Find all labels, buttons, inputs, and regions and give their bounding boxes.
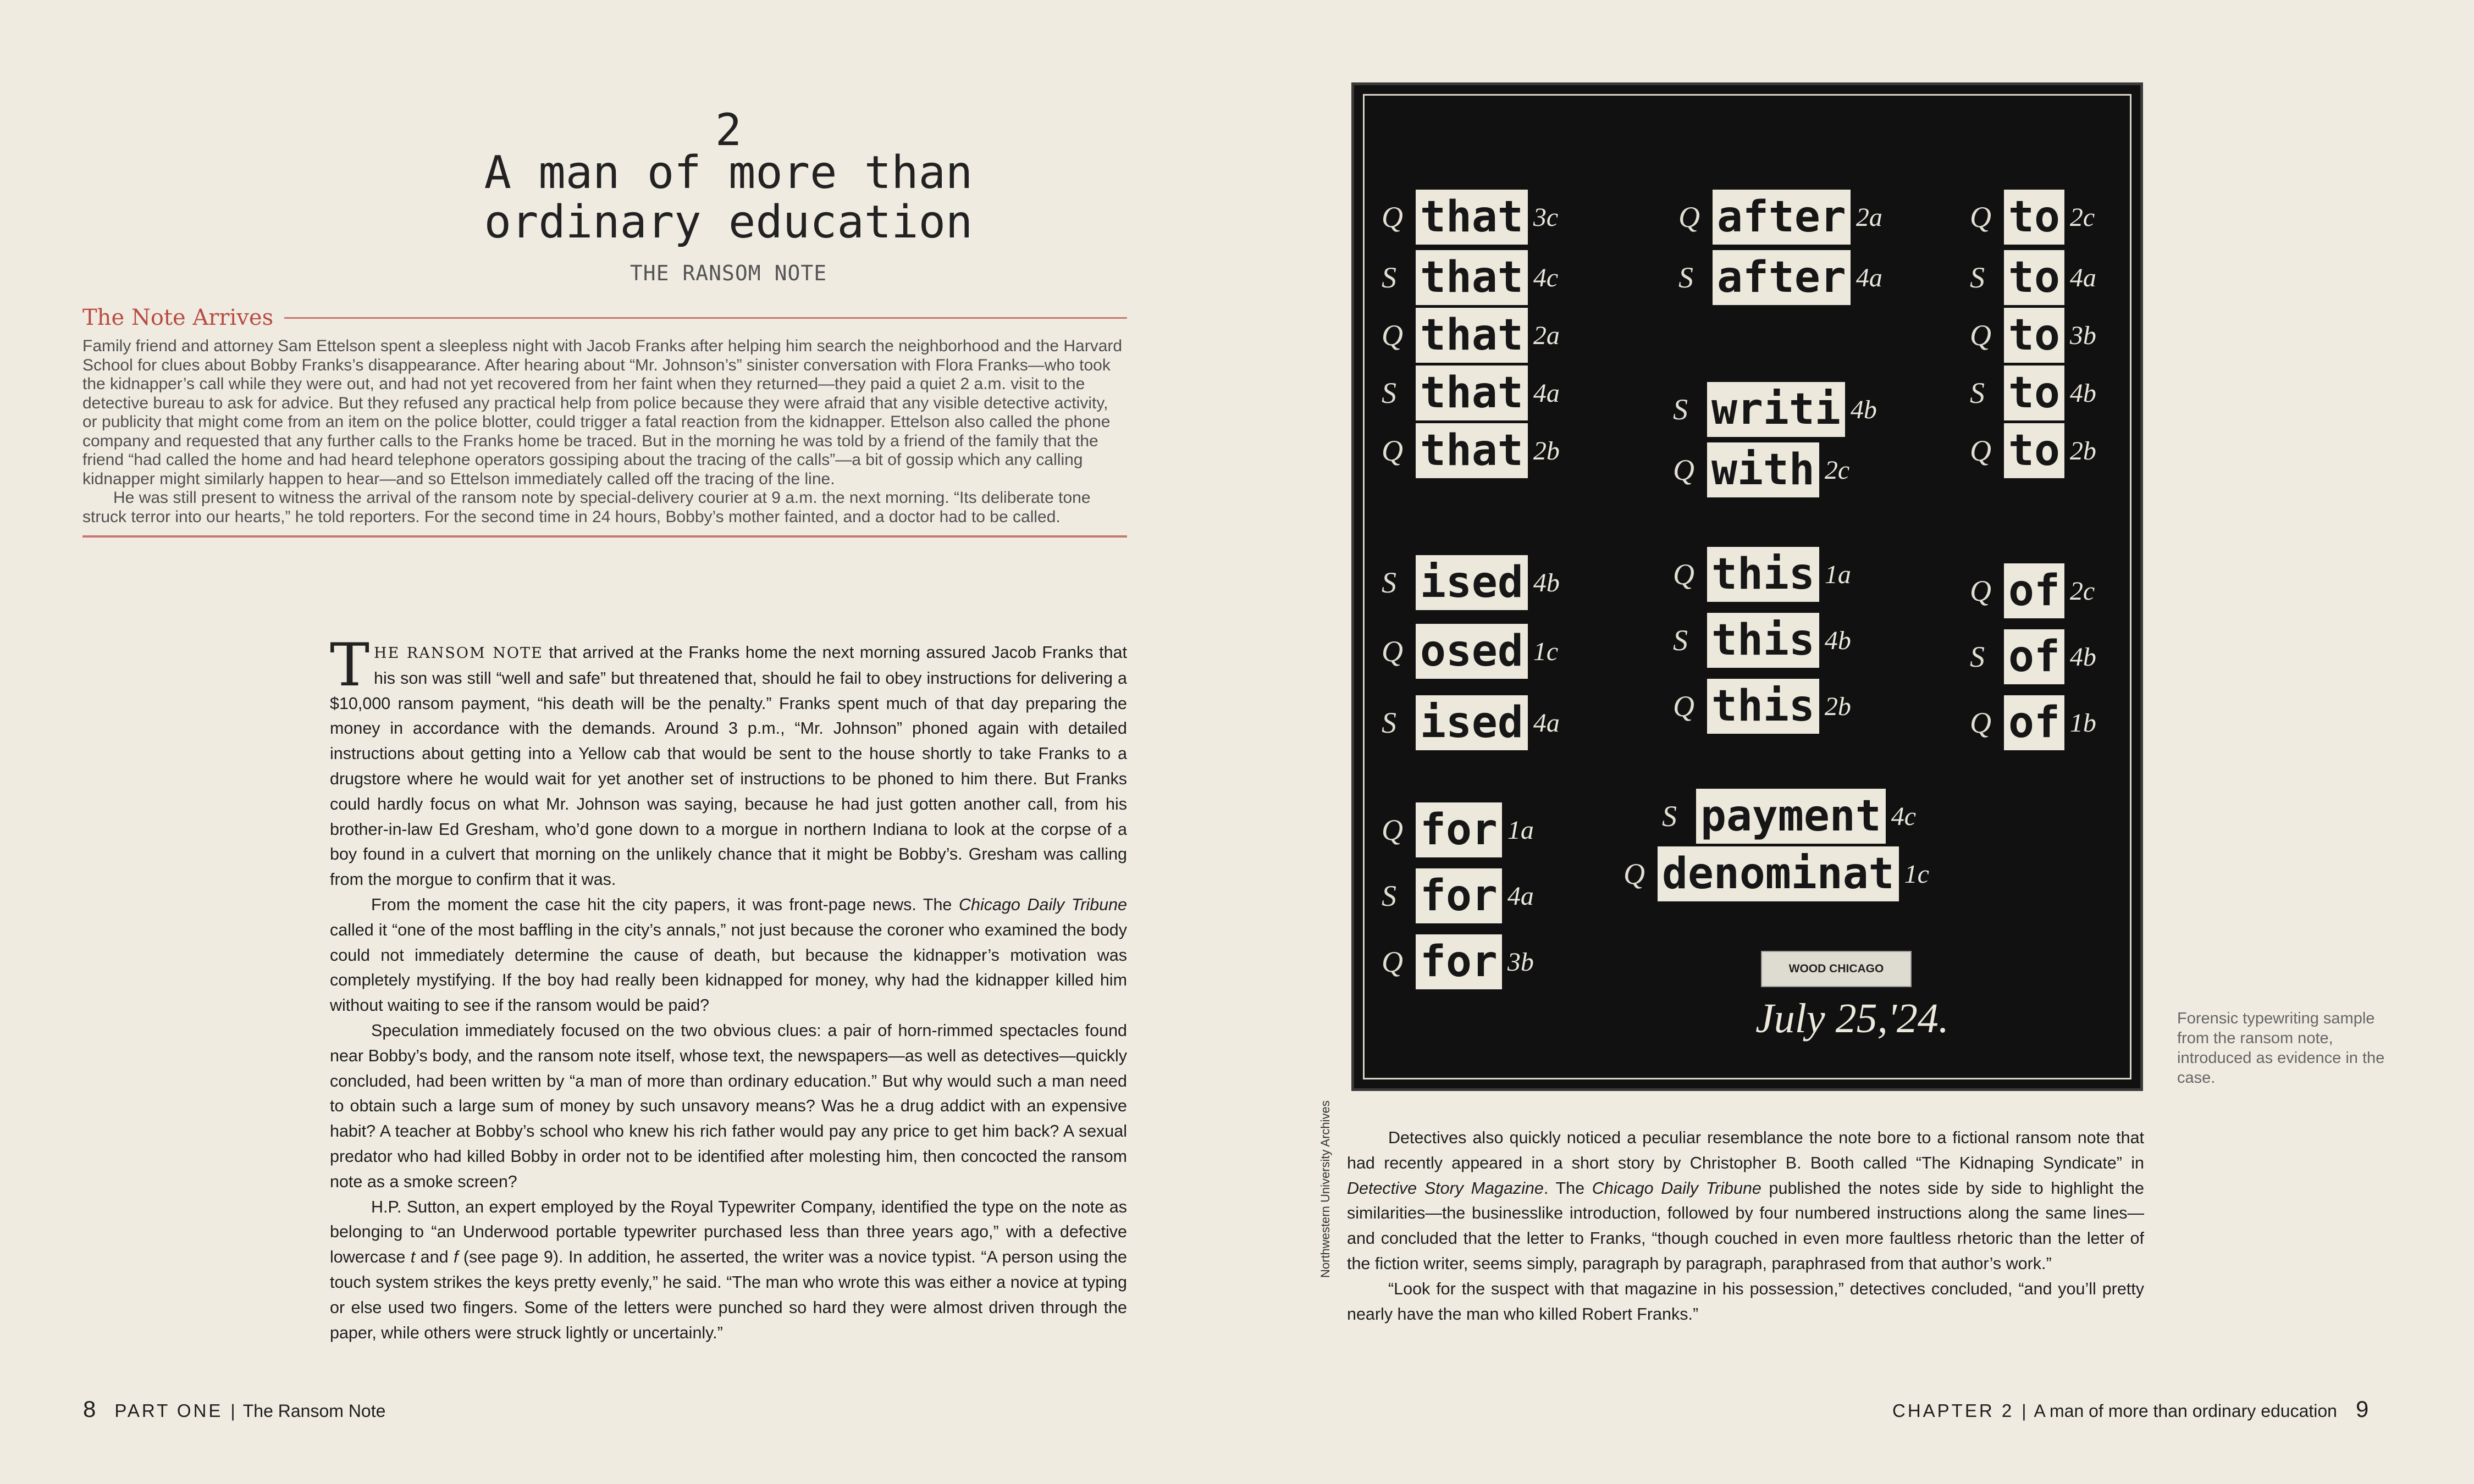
sidebar-rule — [284, 317, 1127, 319]
sample-code: 2c — [2069, 576, 2095, 606]
typewriting-sample — [1678, 250, 1882, 305]
typewriting-sample-photo — [1351, 82, 2143, 1091]
typewriting-sample — [1382, 366, 1560, 420]
body-text-span: (see page 9). In addition, he asserted, the writer was a novice typist. “A person using the touch system strikes the keys pretty evenly,” he said. “The man who wrote this was either a novice at typing or else used two fingers. Some of the letters were punched so hard they were almost driven through the paper, while others were struck lightly or uncertainly.” — [330, 1248, 1127, 1342]
sample-word: that — [1416, 366, 1528, 420]
sample-word: writi — [1707, 382, 1845, 437]
body-paragraph: Speculation immediately focused on the two obvious clues: a pair of horn-rimmed spectacles found near Bobby’s body, and the ransom note itself, whose text, the newspapers—as well as detectives—quickly concluded, had been written by “a man of more than ordinary education.” But why would such a man need to obtain such a large sum of money by such unsavory means? Was he a drug addict with an expensive habit? A teacher at Bobby’s school who knew his rich father would pay any price to get him back? A sexual predator who had killed Bobby in order not to be identified after molesting him, then concocted the ransom note as a smoke screen? — [330, 1021, 1127, 1191]
sample-code: 2b — [1824, 691, 1851, 721]
sample-code: 4c — [1533, 263, 1559, 292]
sample-word: of — [2004, 695, 2064, 750]
page-number: 9 — [2355, 1396, 2369, 1422]
sidebar-box — [82, 305, 1127, 538]
sample-code: 3c — [1533, 202, 1559, 232]
sample-word: to — [2004, 190, 2064, 245]
sidebar-paragraph: Family friend and attorney Sam Ettelson spent a sleepless night with Jacob Franks after helping him search the neighborhood and the Harvard School for clues about Bobby Franks’s disappearance. After hearing about “Mr. Johnson’s” sinister conversation with Flora Franks—who took the kidnapper’s call while they were out, and had not yet recovered from her faint when they returned—they paid a quiet 2 a.m. visit to the detective bureau to ask for advice. But they refused any practical help from police because they were afraid that any visible detective activity, or publicity that might come from an item on the police blotter, could trigger a fatal reaction from the kidnapper. Ettelson also called the phone company and requested that any further calls to the Franks home be traced. But in the morning he was told by a friend of the family that the friend “had called the home and had heard telephone operators gossiping about the tracing of the calls”—a bit of gossip which any calling kidnapper might similarly happen to hear—and so Ettelson immediately called off the tracing of the line. — [82, 337, 1123, 488]
typewriting-sample — [1970, 563, 2095, 618]
photo-date: July 25,'24. — [1755, 995, 1949, 1042]
typewriting-sample — [1382, 934, 1534, 989]
body-text-span: called it “one of the most baffling in the city’s annals,” not just because the coroner who examined the body could not immediately determine the cause of death, but because the kidnapper’s motivation was completely mystifying. If the boy had really been kidnapped for money, why had the kidnapper killed him without waiting to see if the ransom would be paid? — [330, 920, 1127, 1015]
sample-word: ised — [1416, 695, 1528, 750]
sidebar-header — [82, 305, 1127, 330]
sample-word: this — [1707, 547, 1819, 602]
sample-code: 2a — [1856, 202, 1882, 232]
sample-label: Q — [1970, 574, 1991, 607]
sample-label: S — [1970, 376, 1985, 409]
body-paragraph — [1347, 1126, 2144, 1277]
footer-separator: | — [230, 1401, 235, 1421]
typewriting-sample — [1970, 190, 2095, 245]
sample-label: Q — [1678, 201, 1700, 234]
sample-word: after — [1713, 190, 1851, 245]
sample-label: S — [1970, 640, 1985, 673]
left-footer — [63, 1396, 385, 1422]
footer-separator: | — [2022, 1401, 2026, 1421]
sample-code: 3b — [1507, 947, 1534, 977]
sample-word: that — [1416, 423, 1528, 478]
sample-word: of — [2004, 629, 2064, 684]
sample-code: 2a — [1533, 320, 1560, 350]
sample-word: ised — [1416, 555, 1528, 610]
sample-label: Q — [1673, 558, 1694, 591]
right-body-text — [1347, 1126, 2144, 1327]
sample-word: for — [1416, 934, 1502, 989]
body-paragraph — [330, 1195, 1127, 1346]
sample-label: Q — [1673, 690, 1694, 723]
italic-letter: t — [410, 1248, 416, 1267]
sample-code: 4b — [2069, 642, 2096, 672]
sample-code: 1c — [1904, 859, 1929, 889]
sample-code: 2b — [1533, 436, 1560, 466]
body-text-span: From the moment the case hit the city papers, it was front-page news. The — [371, 895, 959, 914]
sample-label: Q — [1382, 635, 1403, 668]
lead-smallcaps: HE RANSOM NOTE — [374, 645, 543, 662]
chapter-title — [0, 148, 1457, 247]
body-text-span: published the notes side by side to highlight the similarities—the businesslike introduction, followed by four numbered instructions along the same lines—and concluded that the letter to Franks, “though couched in even more faultless rhetoric than the letter of the fiction writer, seems simply, paragraph by paragraph, paraphrased from that author’s work.” — [1347, 1178, 2144, 1273]
sample-code: 2b — [2069, 436, 2096, 466]
body-text-span: and — [415, 1248, 454, 1267]
typewriting-sample — [1382, 250, 1558, 305]
typewriting-sample — [1382, 308, 1560, 363]
typewriting-sample — [1662, 789, 1916, 844]
sample-label: S — [1662, 800, 1677, 833]
body-text — [330, 631, 1127, 1345]
typewriting-sample — [1970, 366, 2096, 420]
sample-label: S — [1673, 393, 1688, 426]
body-paragraph — [330, 631, 1127, 893]
typewriting-sample — [1673, 613, 1851, 668]
sample-code: 4a — [1533, 708, 1560, 738]
sample-word: this — [1707, 613, 1819, 668]
sample-label: Q — [1623, 857, 1645, 890]
sample-label: S — [1382, 376, 1396, 409]
sample-code: 4a — [1507, 881, 1534, 911]
italic-letter: f — [453, 1248, 459, 1267]
sample-word: to — [2004, 423, 2064, 478]
typewriting-sample — [1970, 423, 2096, 478]
typewriting-sample — [1678, 190, 1882, 245]
sample-word: for — [1416, 868, 1502, 923]
sample-word: after — [1713, 250, 1851, 305]
sample-code: 1b — [2069, 708, 2096, 738]
photo-credit — [1318, 1091, 1335, 1278]
typewriting-sample — [1382, 695, 1560, 750]
sample-word: osed — [1416, 624, 1528, 679]
sample-code: 4b — [1824, 625, 1851, 655]
sample-word: denominat — [1658, 846, 1899, 901]
typewriting-sample — [1673, 679, 1851, 734]
sample-label: S — [1382, 879, 1396, 912]
photo-stamp: WOOD CHICAGO — [1761, 951, 1912, 987]
body-paragraph: “Look for the suspect with that magazine in his possession,” detectives concluded, “and you’ll pretty nearly have the man who killed Robert Franks.” — [1347, 1279, 2144, 1324]
sample-label: Q — [1970, 434, 1991, 467]
sample-label: S — [1382, 706, 1396, 739]
sample-label: S — [1673, 624, 1688, 657]
footer-title: The Ransom Note — [242, 1401, 386, 1421]
sample-code: 2c — [1824, 455, 1850, 485]
sample-word: for — [1416, 802, 1502, 857]
drop-cap: T — [330, 631, 370, 700]
typewriting-sample — [1382, 868, 1534, 923]
sample-word: that — [1416, 250, 1528, 305]
publication-title: Detective Story Magazine — [1347, 1178, 1544, 1198]
sample-code: 1c — [1533, 636, 1559, 666]
sample-label: Q — [1382, 434, 1403, 467]
sample-code: 4a — [1533, 378, 1560, 408]
photo-caption: Forensic typewriting sample from the ransom note, introduced as evidence in the case. — [2177, 1010, 2385, 1087]
typewriting-sample — [1970, 695, 2096, 750]
typewriting-sample — [1382, 423, 1560, 478]
chapter-subtitle: THE RANSOM NOTE — [629, 261, 827, 285]
sample-code: 2c — [2069, 202, 2095, 232]
body-text-span: that arrived at the Franks home the next morning assured Jacob Franks that his son was still “well and safe” but threatened that, should he fail to obey instructions for delivering a $10,000 ransom payment, “his death will be the penalty.” Franks spent much of that day preparing the money in accordance with the demands. Around 3 p.m., “Mr. Johnson” phoned again with detailed instructions about getting into a Yellow cab that would be sent to the house shortly to take Franks to a drugstore where he would wait for yet another set of instructions to be phoned to him there. But Franks could hardly focus on what Mr. Johnson was saying, because he had just gotten another call, from his brother-in-law Ed Gresham, who’d gone down to a morgue in northern Indiana to look at the corpse of a boy found in a culvert that morning on the unlikely chance that it might be Bobby’s. Gresham was calling from the morgue to confirm that it was. — [330, 643, 1127, 889]
sample-label: Q — [1382, 945, 1403, 978]
sample-code: 4a — [1856, 263, 1882, 292]
typewriting-sample — [1673, 442, 1849, 497]
typewriting-sample — [1673, 547, 1851, 602]
typewriting-sample — [1673, 382, 1877, 437]
sample-word: to — [2004, 308, 2064, 363]
sample-label: Q — [1970, 319, 1991, 352]
typewriting-sample — [1623, 846, 1929, 901]
body-text-span: . The — [1543, 1178, 1592, 1198]
body-text-span: H.P. Sutton, an expert employed by the Royal Typewriter Company, identified the type on the note as belonging to “an Underwood portable typewriter purchased less than three years ago,” with a defective lowercase — [330, 1197, 1127, 1267]
sample-word: to — [2004, 250, 2064, 305]
sample-code: 1a — [1824, 560, 1851, 589]
sample-label: S — [1382, 566, 1396, 599]
sample-code: 3b — [2069, 320, 2096, 350]
sample-code: 1a — [1507, 815, 1534, 845]
typewriting-sample — [1970, 629, 2096, 684]
sample-word: of — [2004, 563, 2064, 618]
chapter-title-line1: A man of more than — [484, 147, 973, 199]
sample-word: that — [1416, 190, 1528, 245]
sample-label: Q — [1970, 201, 1991, 234]
sample-label: S — [1678, 261, 1693, 294]
typewriting-sample — [1382, 190, 1558, 245]
sample-code: 4c — [1891, 801, 1917, 831]
body-paragraph — [330, 893, 1127, 1018]
chapter-number: 2 — [715, 104, 742, 156]
sidebar-paragraph: He was still present to witness the arrival of the ransom note by special-delivery courier at 9 a.m. the next morning. “Its deliberate tone struck terror into our hearts,” he told reporters. For the second time in 24 hours, Bobby’s mother fainted, and a doctor had to be called. — [82, 489, 1091, 526]
sample-label: Q — [1970, 706, 1991, 739]
photo-credit-text: Northwestern University Archives — [1318, 1100, 1332, 1278]
sidebar-title: The Note Arrives — [82, 305, 274, 330]
sample-label: Q — [1382, 201, 1403, 234]
right-footer — [1892, 1396, 2387, 1422]
typewriting-sample — [1382, 555, 1560, 610]
sample-label: Q — [1382, 319, 1403, 352]
sample-label: Q — [1382, 813, 1403, 846]
typewriting-sample — [1382, 802, 1534, 857]
body-text-span: Detectives also quickly noticed a peculiar resemblance the note bore to a fictional ransom note that had recently appeared in a short story by Christopher B. Booth called “The Kidnaping Syndicate” in — [1347, 1128, 2144, 1172]
sample-word: with — [1707, 442, 1819, 497]
sample-word: to — [2004, 366, 2064, 420]
typewriting-sample — [1970, 250, 2096, 305]
sidebar-bottom-rule — [82, 535, 1127, 538]
page-number: 8 — [83, 1396, 96, 1422]
footer-title: A man of more than ordinary education — [2034, 1401, 2337, 1421]
chapter-title-line2: ordinary education — [484, 196, 973, 248]
footer-chapter: CHAPTER 2 — [1892, 1400, 2014, 1421]
publication-title: Chicago Daily Tribune — [1592, 1178, 1761, 1198]
sample-label: S — [1382, 261, 1396, 294]
sample-code: 4b — [2069, 378, 2096, 408]
sample-label: S — [1970, 261, 1985, 294]
publication-title: Chicago Daily Tribune — [958, 895, 1127, 914]
sample-word: payment — [1696, 789, 1886, 844]
typewriting-sample — [1382, 624, 1558, 679]
sample-word: this — [1707, 679, 1819, 734]
footer-part: PART ONE — [114, 1400, 223, 1421]
sample-code: 4b — [1850, 395, 1877, 424]
sample-word: that — [1416, 308, 1528, 363]
sidebar-text — [82, 337, 1127, 527]
sample-code: 4b — [1533, 568, 1560, 597]
sample-label: Q — [1673, 453, 1694, 486]
typewriting-sample — [1970, 308, 2096, 363]
sample-code: 4a — [2069, 263, 2096, 292]
